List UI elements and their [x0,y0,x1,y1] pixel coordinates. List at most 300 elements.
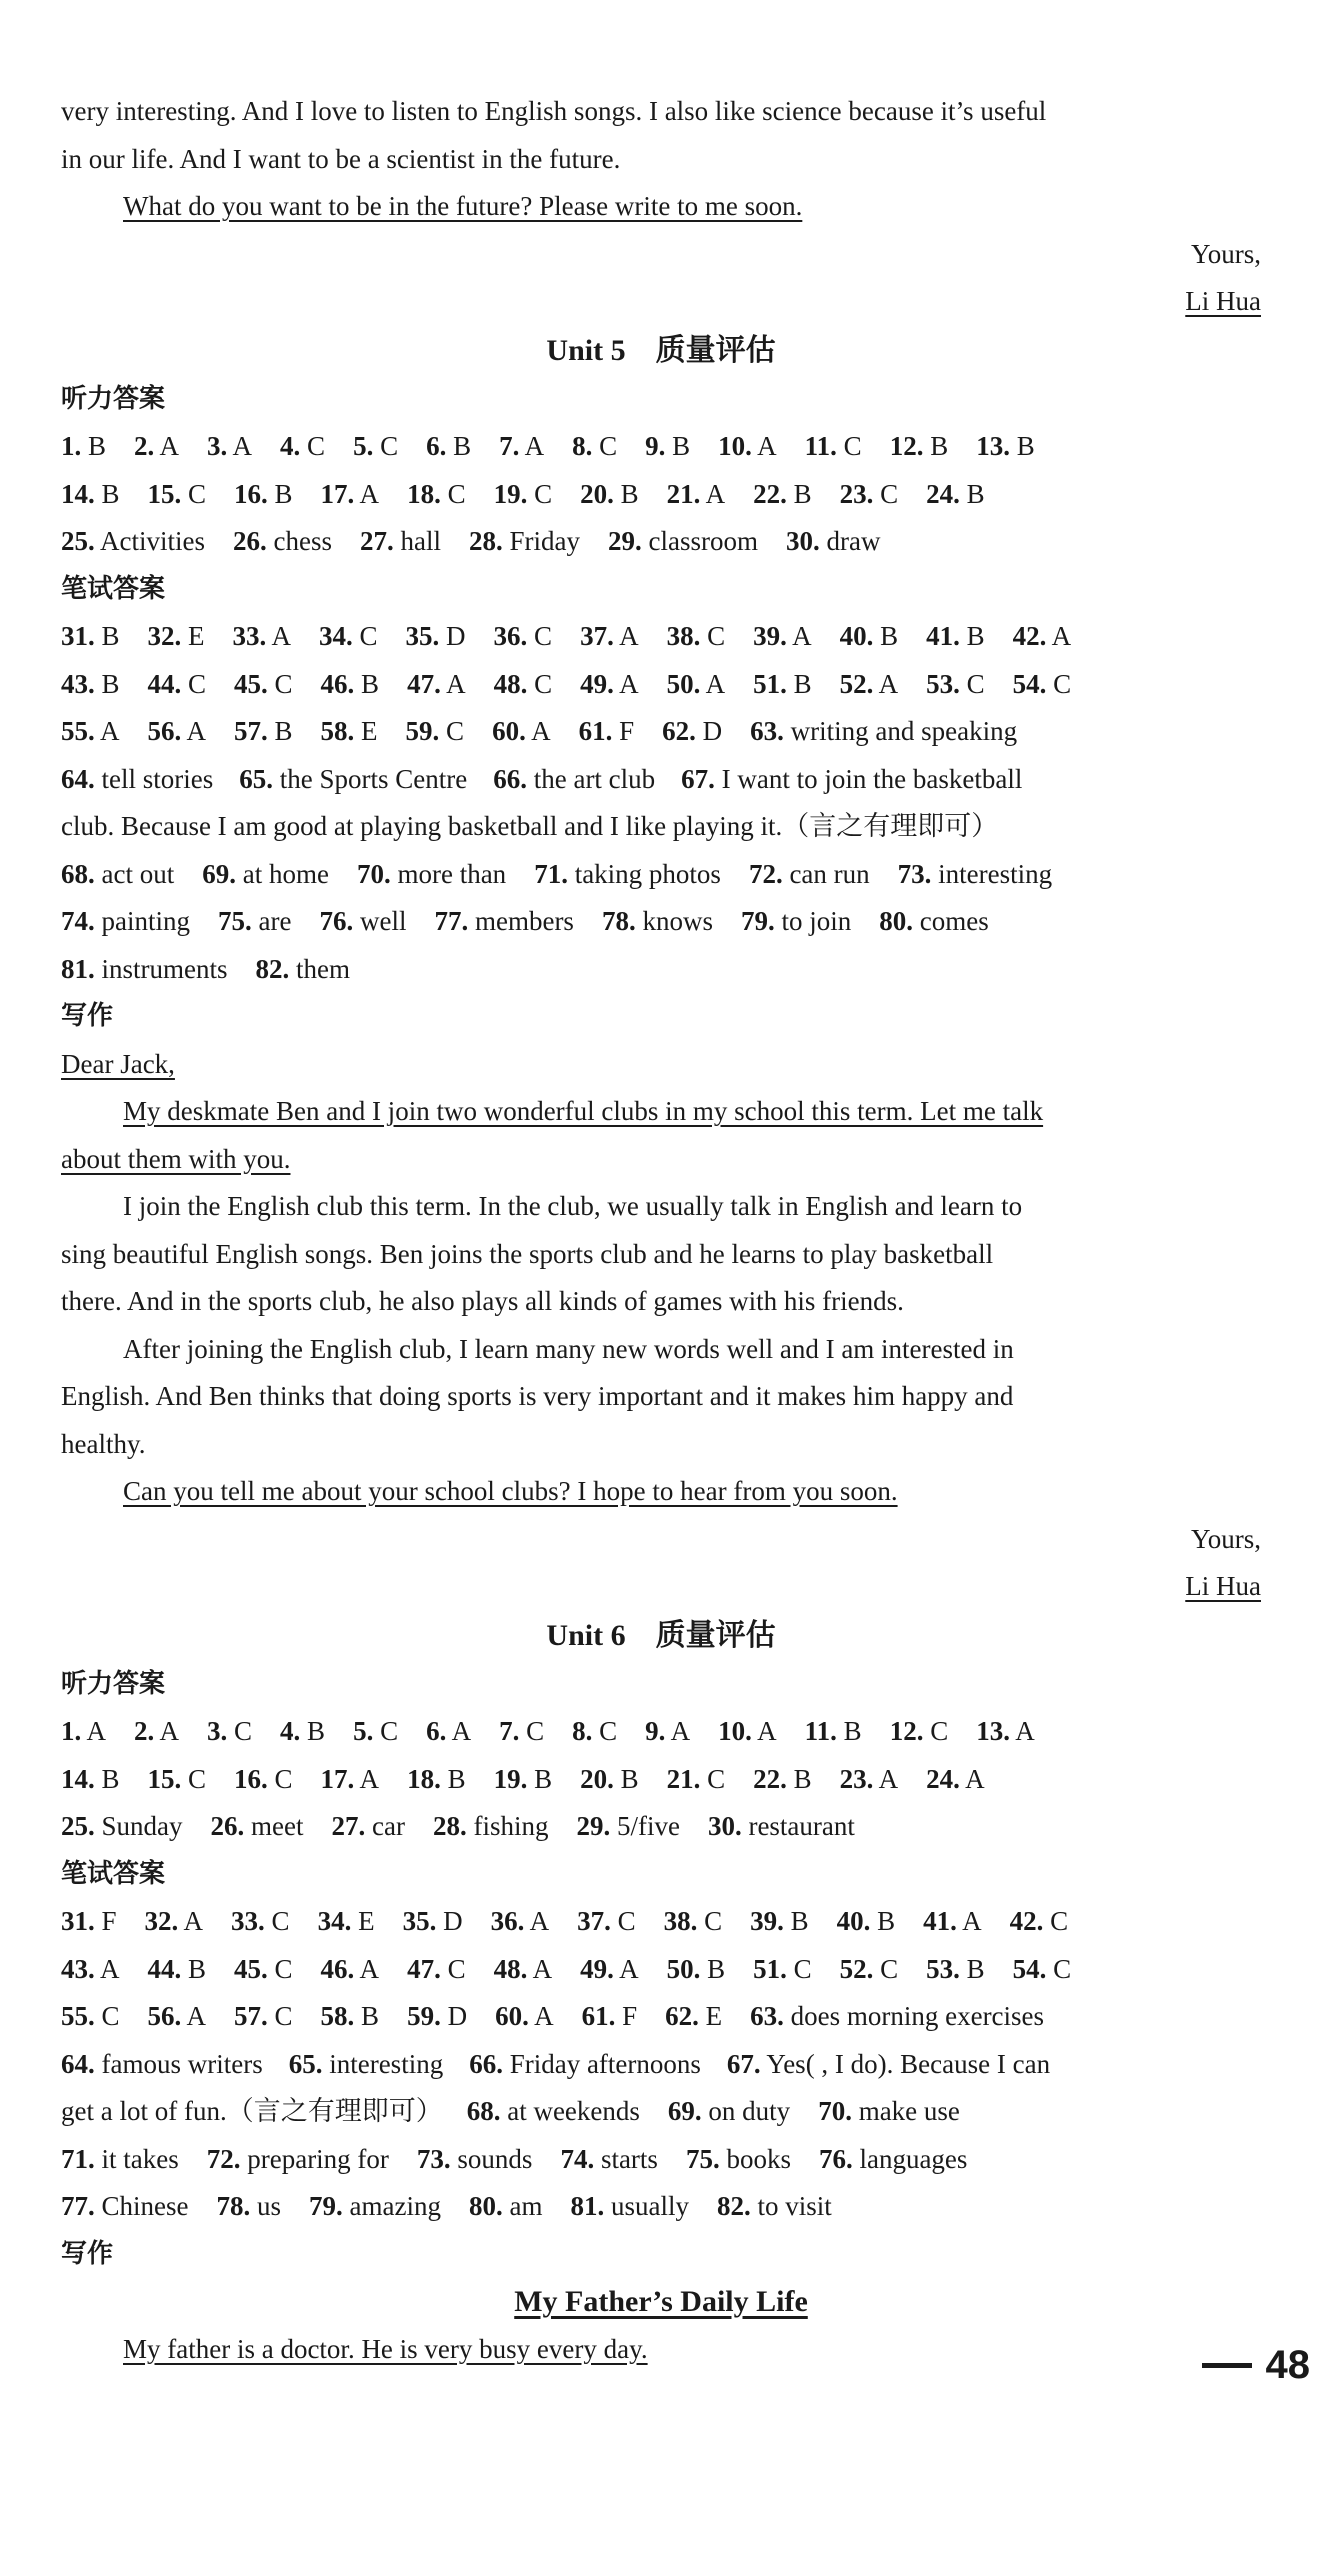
answer-item [211,1803,304,1851]
answer-item [61,2136,179,2184]
answer-value: C [1043,1906,1069,1936]
answer-value: C [959,668,985,699]
answer-item [207,423,252,471]
answer-item [665,1993,722,2041]
unit5-body-line: healthy. [61,1428,146,1459]
answer-number: 80. [879,906,913,936]
answer-value: A [873,668,899,699]
answer-item [407,471,466,519]
answer-number: 71. [61,2143,95,2174]
answer-value: F [612,716,635,746]
answer-value: writing and speaking [783,716,1018,746]
answer-number: 78. [216,2191,251,2221]
answer-item [231,1898,290,1946]
answer-value: B [786,478,812,509]
unit5-body-line: After joining the English club, I learn many new words well and I am interested in [123,1333,1014,1364]
answer-item [708,1803,855,1851]
answer-item [750,1993,1044,2041]
answer-value: 5/five [610,1811,680,1841]
answer-item [319,898,406,946]
answer-value: Chinese [94,2191,189,2221]
answer-item [580,1756,639,1804]
answer-value: A [751,1716,777,1746]
answer-value: fishing [466,1811,549,1841]
answer-value: A [81,1716,107,1746]
answer-number: 42. [1012,621,1047,651]
answer-value: Yes( , I do). Because I can [760,2048,1051,2079]
answer-number: 46. [320,668,355,699]
answer-number: 56. [147,2001,182,2031]
answer-number: 51. [753,668,787,699]
answer-item [207,1708,252,1756]
answer-number: 47. [407,1953,441,1984]
answer-number: 16. [234,1763,268,1794]
answer-item [353,1708,398,1756]
answer-item [61,708,120,756]
answer-item [667,613,726,661]
answer-item [805,1708,862,1756]
answer-number: 82. [716,2191,751,2221]
answer-value: A [266,621,292,651]
answer-value: A [613,1953,639,1984]
answer-item [923,1898,982,1946]
answer-item [898,851,1052,899]
unit5-salutation: Dear Jack, [61,1048,175,1079]
unit6-written-row [61,1946,1261,1994]
answer-item [61,2041,263,2089]
unit6-title: Unit 6 质量评估 [546,1618,776,1652]
answer-item [61,613,120,661]
answer-item [750,1898,809,1946]
answer-number: 64. [61,2048,95,2079]
answer-item [61,661,120,709]
answer-number: 65. [288,2048,323,2079]
answer-number: 63. [750,716,784,746]
answer-number: 30. [785,526,820,556]
answer-value: on duty [701,2096,791,2126]
answer-item [495,1993,554,2041]
answer-value: B [300,1716,326,1746]
answer-item [890,423,949,471]
answer-number: 37. [577,1906,611,1936]
answer-value: C [267,668,293,699]
answer-item [681,756,1022,804]
answer-number: 34. [319,621,353,651]
answer-value: B [700,1953,726,1984]
answer-item [218,898,291,946]
unit5-title: Unit 5 质量评估 [546,333,776,367]
answer-number: 57. [234,716,268,746]
answer-number: 59. [405,716,440,746]
answer-value: B [527,1763,553,1794]
answer-value: A [524,1906,550,1936]
answer-number: 76. [319,906,354,936]
unit6-listening-label: 听力答案 [61,1668,166,1699]
answer-number: 68. [61,858,95,889]
answer-value: A [873,1763,899,1794]
answer-number: 41. [926,621,960,651]
answer-item [572,423,617,471]
answer-value: the Sports Centre [272,763,468,794]
answer-value: make use [851,2096,960,2126]
answer-number: 59. [407,2001,441,2031]
answer-value: A [528,2001,554,2031]
answer-value: to visit [750,2191,832,2221]
answer-value: are [251,906,292,936]
answer-item [319,613,378,661]
answer-value: C [439,716,465,746]
answer-item [494,1756,553,1804]
unit5-listening-row [61,518,1261,566]
answer-item [148,471,207,519]
answer-value: A [665,1716,691,1746]
answer-value: can run [782,858,870,889]
answer-value: C [373,1716,399,1746]
answer-number: 32. [144,1906,179,1936]
answer-item [570,2183,689,2231]
answer-value: C [592,431,618,461]
answer-number: 43. [61,668,95,699]
answer-item [1013,1946,1072,1994]
answer-item [717,2183,832,2231]
answer-value: E [354,716,378,746]
unit5-closing-question: Can you tell me about your school clubs? I hope to hear from you soon. [123,1476,898,1506]
answer-number: 21. [666,478,701,509]
answer-value: A [181,716,207,746]
answer-item [662,708,722,756]
answer-item [1010,1898,1069,1946]
answer-number: 36. [493,621,528,651]
answer-value: A [956,1906,982,1936]
answer-number: 82. [255,953,290,984]
answer-item [499,1708,544,1756]
answer-number: 61. [581,2001,616,2031]
answer-value: B [94,668,120,699]
answer-number: 27. [331,1811,366,1841]
answer-value: C [300,431,326,461]
answer-value: Friday [502,526,580,556]
answer-item [819,2136,967,2184]
answer-number: 67. [726,2048,761,2079]
answer-number: 81. [570,2191,605,2221]
answer-value: car [365,1811,405,1841]
answer-number: 79. [740,906,775,936]
answer-number: 58. [320,716,355,746]
answer-value: us [250,2191,282,2221]
answer-value: C [267,1763,293,1794]
page-number [1202,2342,1311,2390]
answer-number: 35. [405,621,440,651]
answer-item [469,2041,701,2089]
answer-item [491,1898,550,1946]
answer-number: 39. [750,1906,784,1936]
answer-item [280,423,325,471]
answer-item [406,613,466,661]
answer-number: 77. [434,906,469,936]
answer-number: 70. [356,858,391,889]
answer-number: 70. [818,2096,852,2126]
answer-value: C [440,1953,466,1984]
answer-item [753,661,812,709]
answer-item [572,1708,617,1756]
answer-number: 53. [926,668,960,699]
answer-item [602,898,713,946]
answer-number: 72. [748,858,783,889]
answer-item [1013,661,1072,709]
answer-item [434,898,573,946]
answer-item [667,471,726,519]
answer-value: meet [244,1811,304,1841]
answer-value: C [227,1716,253,1746]
answer-value: E [351,1906,375,1936]
answer-item [331,1803,404,1851]
answer-number: 66. [493,763,527,794]
answer-number: 36. [490,1906,525,1936]
answer-number: 29. [576,1811,611,1841]
answer-number: 16. [234,478,268,509]
answer-item [753,471,812,519]
answer-value: hall [393,526,441,556]
answer-item [353,423,398,471]
answer-number: 1. [61,1716,82,1746]
answer-value: C [527,621,553,651]
answer-value: B [446,431,472,461]
unit6-answer-67-continued-row [61,2088,1261,2136]
answer-number: 62. [665,2001,699,2031]
answer-number: 60. [492,716,526,746]
answer-number: 78. [601,906,636,936]
answer-value: B [613,1763,639,1794]
answer-number: 50. [666,668,701,699]
answer-value: I want to join the basketball [714,763,1023,794]
unit5-written-row [61,946,1261,994]
answer-number: 4. [280,1716,301,1746]
unit5-written-label: 笔试答案 [61,573,166,604]
answer-item [493,756,655,804]
answer-value: usually [604,2191,689,2221]
answer-item [576,1803,679,1851]
unit5-listening-row [61,423,1261,471]
answer-number: 45. [234,668,268,699]
answer-value: A [354,1763,380,1794]
answer-value: A [181,2001,207,2031]
answer-value: C [700,1763,726,1794]
answer-number: 5. [353,431,374,461]
answer-value: knows [635,906,713,936]
answer-number: 73. [416,2143,451,2174]
answer-number: 12. [889,1716,924,1746]
answer-item [289,2041,443,2089]
answer-value: C [519,1716,545,1746]
answer-number: 40. [839,621,874,651]
unit6-written-row [61,1993,1261,2041]
answer-value: preparing for [240,2143,389,2174]
answer-number: 74. [560,2143,595,2174]
answer-item [976,423,1035,471]
answer-item [61,423,106,471]
answer-number: 48. [493,668,528,699]
answer-value: B [181,1953,207,1984]
answer-number: 10. [718,431,752,461]
page-content [61,88,1261,2373]
answer-value: C [697,1906,723,1936]
answer-number: 75. [685,2143,720,2174]
answer-item [148,1756,207,1804]
answer-item [148,1946,207,1994]
answer-item [469,518,580,566]
unit5-written-row [61,851,1261,899]
answer-item [217,2183,282,2231]
answer-number: 76. [818,2143,853,2174]
answer-value: amazing [342,2191,441,2221]
answer-number: 26. [233,526,267,556]
answer-value: F [94,1906,117,1936]
letter1-signature: Li Hua [1185,286,1261,316]
answer-item [976,1708,1035,1756]
answer-item [494,613,553,661]
answer-value: B [959,621,985,651]
unit5-listening-row [61,471,1261,519]
answer-item [494,471,553,519]
answer-number: 19. [493,478,528,509]
answer-number: 67. [681,763,715,794]
answer-value: D [695,716,723,746]
answer-value: C [181,668,207,699]
answer-item [667,1756,726,1804]
unit6-essay-title: My Father’s Daily Life [514,2285,808,2318]
answer-item [61,1708,106,1756]
answer-number: 50. [666,1953,701,1984]
answer-item [718,423,777,471]
unit5-signature: Li Hua [1185,1571,1261,1601]
answer-number: 74. [61,906,95,936]
answer-number: 72. [206,2143,241,2174]
answer-value: C [440,478,466,509]
answer-item [321,1946,380,1994]
unit6-listening-row [61,1756,1261,1804]
answer-number: 63. [750,2001,784,2031]
answer-number: 43. [61,1953,95,1984]
answer-number: 77. [61,2191,95,2221]
answer-value: C [527,668,553,699]
answer-value: the art club [526,763,656,794]
answer-value: F [615,2001,638,2031]
answer-number: 81. [61,953,95,984]
unit5-written-row [61,898,1261,946]
answer-value: C [264,1906,290,1936]
answer-value: C [181,1763,207,1794]
answer-number: 47. [407,668,441,699]
answer-value: at weekends [500,2096,640,2126]
answer-number: 6. [426,431,447,461]
answer-item [406,708,465,756]
answer-number: 28. [468,526,503,556]
answer-item [61,756,213,804]
answer-number: 65. [239,763,273,794]
answer-item [494,1946,553,1994]
answer-number: 57. [234,2001,268,2031]
answer-item [407,1756,466,1804]
answer-item [403,1898,463,1946]
answer-value: A [525,716,551,746]
unit5-body-line: sing beautiful English songs. Ben joins the sports club and he learns to play basketball [61,1238,994,1269]
answer-item [61,1946,120,1994]
answer-value: interesting [931,858,1053,889]
answer-item [234,661,293,709]
answer-value: B [440,1763,466,1794]
answer-value: Sunday [94,1811,183,1841]
answer-value: A [154,1716,180,1746]
answer-number: 44. [147,668,182,699]
answer-number: 55. [61,716,95,746]
answer-number: 31. [61,621,95,651]
answer-item [879,898,988,946]
answer-number: 28. [432,1811,467,1841]
answer-number: 3. [207,431,228,461]
answer-item [61,898,190,946]
answer-value: C [873,1953,899,1984]
answer-number: 15. [147,1763,182,1794]
answer-value: A [519,431,545,461]
page-number-text: 48 [1265,2343,1310,2387]
answer-item [805,423,862,471]
answer-item [753,613,812,661]
unit6-listening-row [61,1708,1261,1756]
answer-number: 24. [926,478,960,509]
answer-item [234,471,293,519]
unit5-written-row [61,708,1261,756]
answer-number: 46. [320,1953,355,1984]
answer-value: Friday afternoons [502,2048,701,2079]
answer-item [645,1708,690,1756]
unit5-yours: Yours, [1190,1523,1261,1554]
answer-value: B [786,668,812,699]
answer-item [560,2136,658,2184]
answer-number: 7. [499,431,520,461]
answer-number: 54. [1012,1953,1047,1984]
answer-number: 58. [320,2001,355,2031]
answer-value: B [959,478,985,509]
answer-number: 17. [320,1763,355,1794]
answer-number: 7. [499,1716,520,1746]
answer-number: 31. [61,1906,95,1936]
answer-number: 75. [218,906,252,936]
answer-number: 33. [231,1906,265,1936]
answer-number: 9. [645,431,666,461]
answer-number: 8. [572,431,593,461]
answer-number: 55. [61,2001,95,2031]
answer-value: A [354,478,380,509]
answer-value: A [786,621,812,651]
answer-number: 27. [359,526,394,556]
answer-item [840,613,899,661]
answer-item [786,518,880,566]
unit5-answer-67-continued: club. Because I am good at playing basketball and I like playing it.（言之有理即可） [61,811,999,841]
answer-value: B [354,2001,380,2031]
answer-item [727,2041,1050,2089]
answer-number: 8. [572,1716,593,1746]
answer-item [202,851,329,899]
unit5-intro-line-2: about them with you. [61,1143,291,1174]
answer-number: 56. [147,716,182,746]
answer-number: 14. [61,478,95,509]
answer-item [579,708,635,756]
answer-item [753,1756,812,1804]
answer-number: 5. [353,1716,374,1746]
answer-value: C [527,478,553,509]
letter1-line-1: very interesting. And I love to listen to English songs. I also like science because it’s useful [61,96,1047,126]
unit6-written-label: 笔试答案 [61,1858,166,1889]
